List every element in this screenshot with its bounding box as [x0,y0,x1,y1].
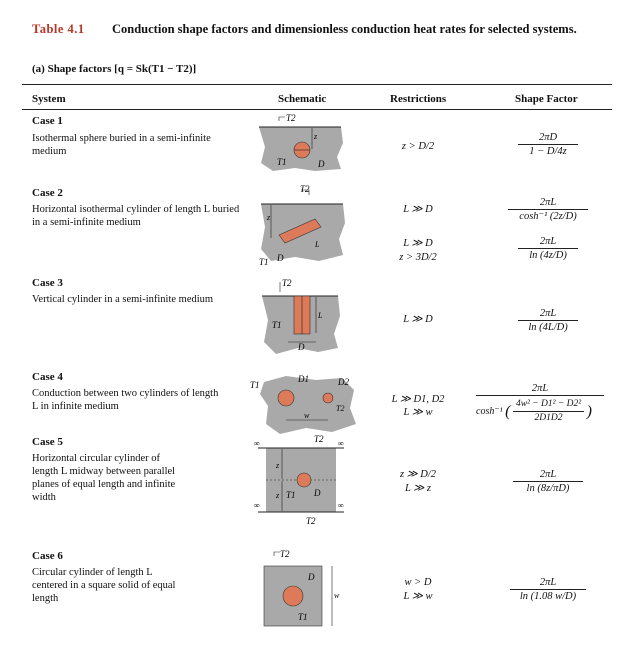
case-1-shape-factor: $\frac{2\pi D}{1 - D/4z}$ [518,131,578,158]
case-6-restriction-2: L ≫ w [403,591,433,602]
case-4-D1-label: D1 [298,374,309,384]
case-6-shape-factor: $\frac{2\pi L}{\ln (1.08 w/D)}$ [510,576,586,603]
case-2-T1-label: T1 [259,257,269,267]
case-6-w-label: w [334,591,340,600]
case-6-title: Case 6 [32,550,63,562]
case-5-restriction-1: z ≫ D/2 [399,469,437,480]
case-4-restriction-1: L ≫ D1, D2 [391,394,445,405]
case-1-z-label: z [314,132,318,141]
case-4-T1-label: T1 [250,380,260,390]
case-5-T2-bottom-label: T2 [306,516,316,526]
case-2-shape-factor-1: $\frac{2\pi L}{\text{cosh⁻¹ (2z/D)}}$ [508,196,588,223]
case-2-description: Horizontal isothermal cylinder of length L buried in a semi-infinite medium [32,204,240,228]
case-1-title: Case 1 [32,115,63,127]
case-1-restriction: z > D/2 [401,141,435,152]
case-4-title: Case 4 [32,371,63,383]
case-2-T2-label: T2 [300,184,310,194]
table-title [32,22,592,37]
case-3-shape-factor: $\frac{2\pi L}{\ln (4L/D)}$ [518,307,578,334]
case-2-D-label: D [277,253,284,263]
case-6-description: Circular cylinder of length L centered in a square solid of equal length [32,567,176,604]
case-4-restriction-2: L ≫ w [403,407,433,418]
case-5-schematic [252,432,348,528]
case-1-T1-label: T1 [277,157,287,167]
case-5-inf-label-1: ∞ [254,439,260,448]
case-5-z-bottom-label: z [276,491,280,500]
case-1-description: Isothermal sphere buried in a semi-infinite medium [32,133,211,157]
case-5-T2-top-label: T2 [314,434,324,444]
case-2-z-label: z [267,213,271,222]
case-5-restriction-2: L ≫ z [405,483,431,494]
case-3-schematic [258,276,342,360]
case-2-L-label: L [315,240,320,249]
case-2-restriction-3: z > 3D/2 [399,252,437,263]
col-header-shape-factor: Shape Factor [515,93,578,105]
case-4-shape-factor: 2πL cosh⁻¹ ( $\frac{\text{4w² − D1² − D2²}}{2D1D2}$ ) [476,382,604,425]
table-caption: Conduction shape factors and dimensionless conduction heat rates for selected systems. [112,22,577,36]
case-2-shape-factor-2: $\frac{2\pi L}{\ln (4z/D)}$ [518,235,578,262]
case-2-restriction-2: L ≫ D [403,238,433,249]
header-rule-bottom [22,109,612,110]
case-2-title: Case 2 [32,187,63,199]
col-header-schematic: Schematic [278,93,327,105]
case-5-shape-factor: $\frac{2\pi L}{\ln (8z/\pi D)}$ [513,468,583,495]
col-header-restrictions: Restrictions [390,93,447,105]
case-6-T2-label: T2 [280,549,290,559]
case-4-description: Conduction between two cylinders of length L in infinite medium [32,388,219,412]
case-6-D-label: D [308,572,315,582]
case-1-D-label: D [318,159,325,169]
case-6-T1-label: T1 [298,612,308,622]
case-3-L-label: L [318,311,323,320]
case-2-schematic [255,183,347,268]
case-5-z-top-label: z [276,461,280,470]
case-1-T2-label: T2 [286,113,296,123]
case-5-description: Horizontal circular cylinder of length L midway between parallel planes of equal length and infinite width [32,453,176,503]
case-5-inf-label-3: ∞ [254,501,260,510]
case-6-schematic [258,548,352,632]
case-5-inf-label-4: ∞ [338,501,344,510]
case-5-D-label: D [314,488,321,498]
case-3-T2-label: T2 [282,278,292,288]
case-3-D-label: D [298,342,305,352]
section-heading: (a) Shape factors [q = Sk(T1 − T2)] [32,63,197,75]
case-3-restriction: L ≫ D [403,314,433,325]
case-1-schematic [255,113,345,175]
case-4-w-label: w [304,411,310,420]
case-4-schematic [246,368,358,438]
case-2-restriction-1: L ≫ D [403,204,433,215]
case-3-description: Vertical cylinder in a semi-infinite medium [32,294,214,305]
table-label: Table 4.1 [32,22,85,36]
case-6-restriction-1: w > D [404,577,432,588]
col-header-system: System [32,93,66,105]
case-4-T2-label: T2 [336,404,345,413]
header-rule-top [22,84,612,85]
case-5-inf-label-2: ∞ [338,439,344,448]
case-3-title: Case 3 [32,277,63,289]
case-4-D2-label: D2 [338,377,349,387]
case-5-T1-label: T1 [286,490,296,500]
case-3-T1-label: T1 [272,320,282,330]
case-5-title: Case 5 [32,436,63,448]
